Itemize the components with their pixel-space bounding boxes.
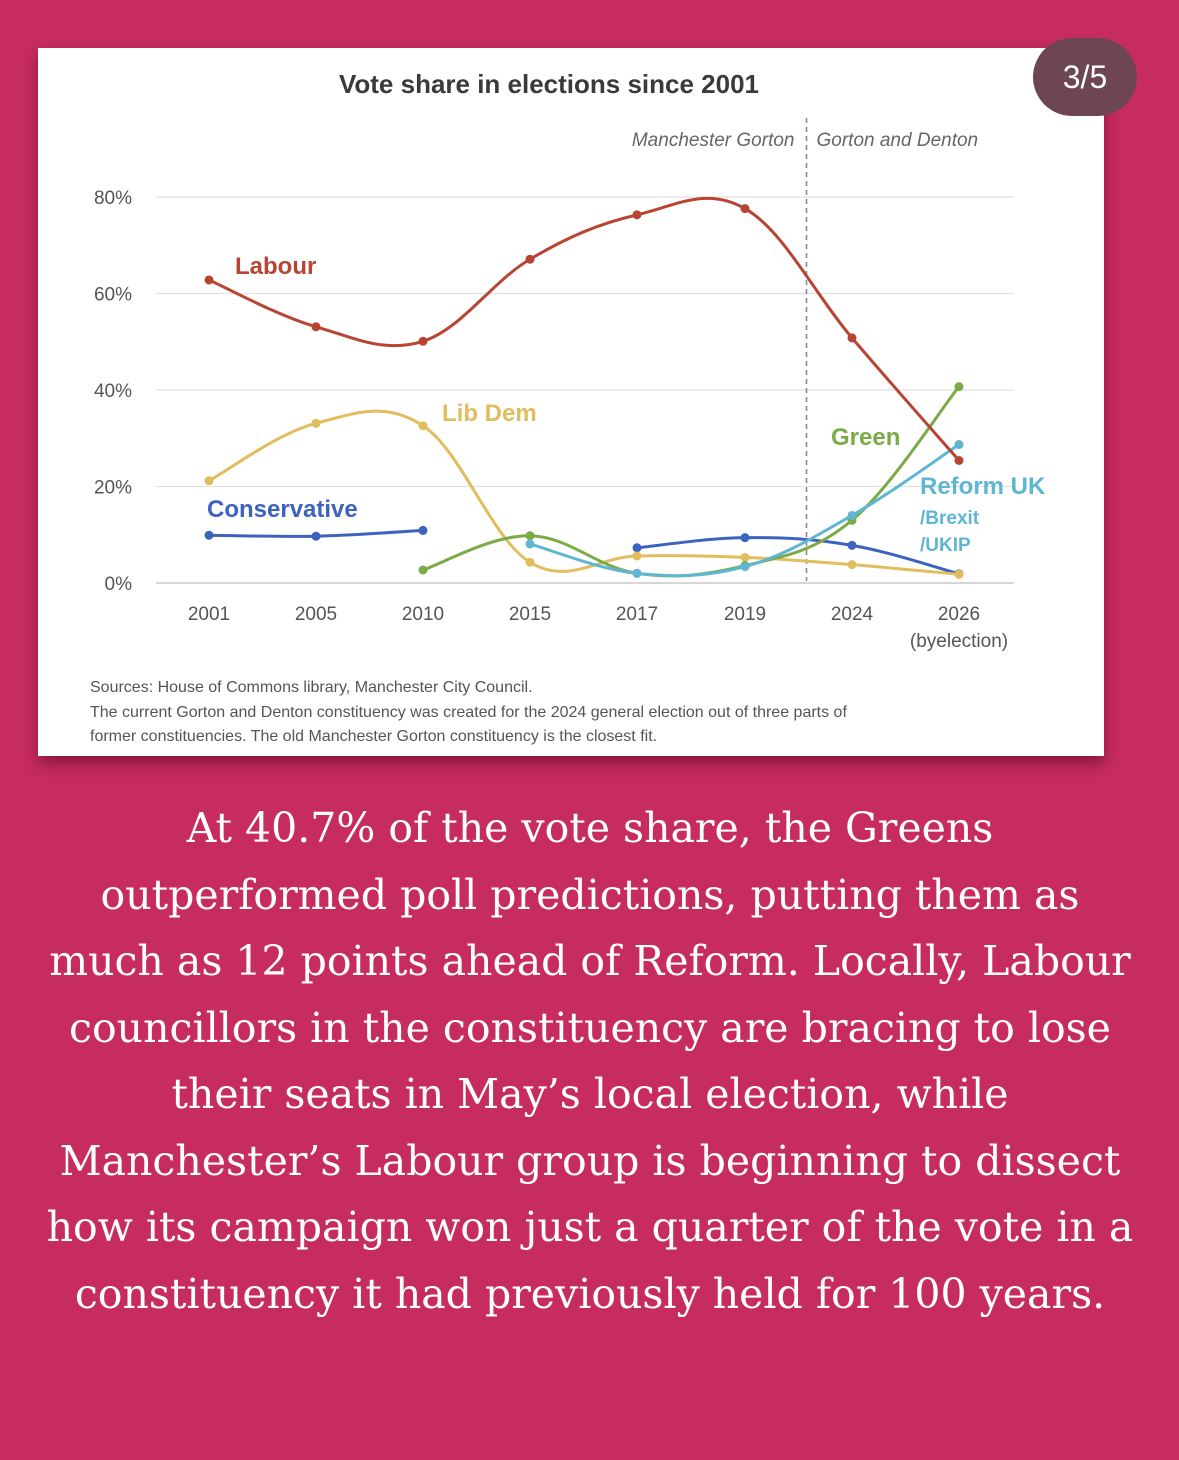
- x-tick-label: 2026: [937, 604, 981, 625]
- data-point-green: [419, 565, 428, 574]
- series-label-line: /UKIP: [920, 535, 971, 556]
- data-point-green: [955, 382, 964, 391]
- data-point-labour: [955, 456, 964, 465]
- data-point-reform-uk: [955, 440, 964, 449]
- data-point-labour: [848, 333, 857, 342]
- sources-line-3: former constituencies. The old Manchester Gorton constituency is the closest fit.: [90, 728, 658, 745]
- data-point-labour: [526, 255, 535, 264]
- x-tick-label: 2024: [830, 604, 874, 625]
- data-point-lib-dem: [526, 558, 535, 567]
- y-tick-label: 40%: [93, 381, 132, 402]
- page-indicator: 3/5: [1033, 38, 1137, 116]
- data-point-labour: [741, 204, 750, 213]
- data-point-conservative: [741, 533, 750, 542]
- series-label-lib-dem: Lib Dem: [442, 400, 537, 427]
- series-label-line: /Brexit: [920, 508, 980, 529]
- data-point-labour: [633, 210, 642, 219]
- y-tick-label: 0%: [104, 574, 132, 595]
- data-point-lib-dem: [741, 553, 750, 562]
- data-point-reform-uk: [848, 511, 857, 520]
- data-point-labour: [205, 275, 214, 284]
- x-tick-label: 2017: [615, 604, 659, 625]
- y-tick-label: 20%: [93, 477, 132, 499]
- x-tick-sublabel: (byelection): [909, 631, 1009, 652]
- x-tick-label: 2015: [508, 604, 552, 625]
- y-tick-label: 80%: [93, 188, 132, 209]
- series-label-reform-uk: [920, 473, 1046, 556]
- divider-right-label: Gorton and Denton: [816, 130, 979, 151]
- x-tick-label: 2019: [723, 604, 767, 625]
- series-label-conservative: Conservative: [207, 496, 358, 523]
- chart-sources: [90, 676, 1080, 750]
- data-point-lib-dem: [955, 570, 964, 579]
- series-label-labour: Labour: [235, 253, 317, 280]
- x-tick-label: 2010: [401, 604, 445, 625]
- data-point-lib-dem: [312, 419, 321, 428]
- chart-title: Vote share in elections since 2001: [338, 69, 760, 99]
- data-point-labour: [312, 322, 321, 331]
- data-point-conservative: [312, 532, 321, 541]
- y-tick-label: 60%: [93, 284, 132, 306]
- data-point-conservative: [848, 541, 857, 550]
- data-point-conservative: [633, 543, 642, 552]
- data-point-conservative: [419, 526, 428, 535]
- data-point-reform-uk: [526, 539, 535, 548]
- series-label-green: Green: [831, 424, 901, 451]
- data-point-reform-uk: [633, 569, 642, 578]
- data-point-lib-dem: [848, 560, 857, 569]
- data-point-lib-dem: [419, 421, 428, 430]
- chart-card: [38, 48, 1104, 756]
- data-point-green: [526, 531, 535, 540]
- x-tick-label: 2001: [187, 604, 231, 625]
- data-point-conservative: [205, 531, 214, 540]
- data-point-reform-uk: [741, 562, 750, 571]
- vote-share-chart: [38, 48, 1104, 756]
- post-caption: At 40.7% of the vote share, the Greens outperformed poll predictions, putting them as much as 12 points ahead of Reform. Locally, Labour councillors in the constituency are bracing to lose their seats in May’s local election, while Manchester’s Labour group is beginning to dissect how its campaign won just a quarter of the vote in a constituency it had previously held for 100 years.: [46, 804, 1134, 1318]
- sources-line-2: The current Gorton and Denton constituency was created for the 2024 general election out of three parts of: [90, 703, 847, 721]
- data-point-lib-dem: [633, 551, 642, 560]
- data-point-labour: [419, 337, 428, 346]
- sources-line-1: Sources: House of Commons library, Manchester City Council.: [90, 679, 533, 696]
- x-tick-label: 2005: [294, 604, 338, 625]
- series-label-line: Reform UK: [920, 473, 1046, 500]
- divider-left-label: Manchester Gorton: [631, 130, 795, 151]
- data-point-lib-dem: [205, 476, 214, 485]
